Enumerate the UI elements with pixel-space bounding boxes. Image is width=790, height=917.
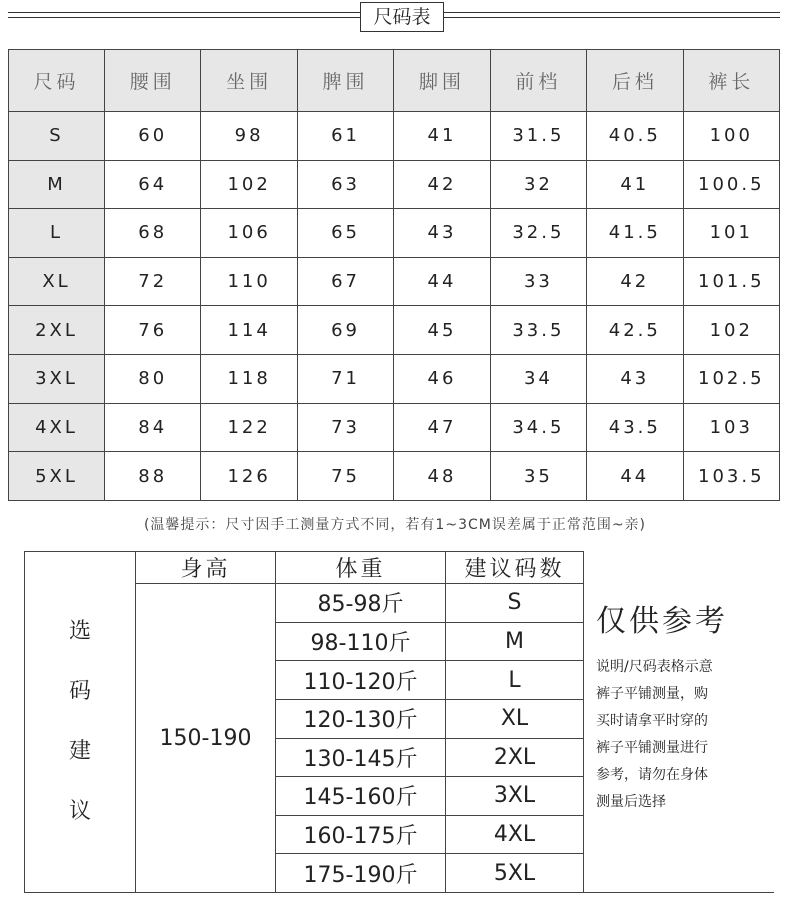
recommend-label-char: 建 bbox=[68, 739, 91, 764]
table-cell: 44 bbox=[587, 452, 683, 501]
reference-title: 仅供参考 bbox=[596, 603, 728, 639]
table-cell: 102 bbox=[201, 160, 297, 209]
recommend-label-cell bbox=[25, 552, 136, 893]
recommendation-header-row bbox=[25, 552, 774, 584]
table-row bbox=[9, 355, 780, 404]
size-cell: L bbox=[9, 209, 105, 258]
table-cell: 41.5 bbox=[587, 209, 683, 258]
table-cell: 102 bbox=[683, 306, 779, 355]
table-cell: 61 bbox=[297, 111, 393, 160]
weight-header: 体重 bbox=[276, 552, 446, 584]
table-cell: 126 bbox=[201, 452, 297, 501]
table-cell: 110 bbox=[201, 257, 297, 306]
table-cell: 98 bbox=[201, 111, 297, 160]
table-cell: 69 bbox=[297, 306, 393, 355]
header-cell: 脚围 bbox=[394, 50, 490, 112]
title-rule-right-bottom bbox=[444, 17, 780, 18]
title-rule-left-bottom bbox=[8, 17, 360, 18]
table-cell: 41 bbox=[394, 111, 490, 160]
reference-line: 裤子平铺测量进行 bbox=[596, 739, 708, 756]
table-row bbox=[9, 209, 780, 258]
table-cell: 46 bbox=[394, 355, 490, 404]
size-cell: XL bbox=[9, 257, 105, 306]
table-cell: 118 bbox=[201, 355, 297, 404]
header-cell: 尺码 bbox=[9, 50, 105, 112]
table-cell: 106 bbox=[201, 209, 297, 258]
header-cell: 裤长 bbox=[683, 50, 779, 112]
header-cell: 坐围 bbox=[201, 50, 297, 112]
weight-cell: 145-160斤 bbox=[276, 777, 446, 816]
reference-line: 买时请拿平时穿的 bbox=[596, 712, 708, 729]
recommended-size-cell: 3XL bbox=[446, 777, 584, 816]
table-cell: 101 bbox=[683, 209, 779, 258]
table-cell: 100 bbox=[683, 111, 779, 160]
table-cell: 101.5 bbox=[683, 257, 779, 306]
table-cell: 72 bbox=[105, 257, 201, 306]
weight-cell: 98-110斤 bbox=[276, 622, 446, 661]
table-cell: 42.5 bbox=[587, 306, 683, 355]
table-cell: 34 bbox=[490, 355, 586, 404]
table-cell: 84 bbox=[105, 403, 201, 452]
title-rule-right-top bbox=[444, 12, 780, 13]
recommended-size-cell: S bbox=[446, 584, 584, 623]
table-cell: 73 bbox=[297, 403, 393, 452]
recommend-label-char: 选 bbox=[68, 619, 91, 644]
table-row bbox=[9, 403, 780, 452]
recommend-label-char: 议 bbox=[68, 799, 91, 824]
table-row bbox=[9, 306, 780, 355]
measurement-note: (温馨提示：尺寸因手工测量方式不同，若有1~3CM误差属于正常范围~亲) bbox=[143, 517, 647, 533]
header-cell: 腰围 bbox=[105, 50, 201, 112]
recommend-label-char: 码 bbox=[68, 679, 91, 704]
header-cell: 前档 bbox=[490, 50, 586, 112]
table-cell: 76 bbox=[105, 306, 201, 355]
size-recommendation-table bbox=[24, 551, 774, 893]
table-cell: 45 bbox=[394, 306, 490, 355]
header-cell: 脾围 bbox=[297, 50, 393, 112]
table-cell: 65 bbox=[297, 209, 393, 258]
reference-text bbox=[596, 654, 768, 816]
table-row bbox=[9, 160, 780, 209]
table-cell: 63 bbox=[297, 160, 393, 209]
page-title: 尺码表 bbox=[360, 2, 444, 32]
table-cell: 102.5 bbox=[683, 355, 779, 404]
size-chart-header-row bbox=[9, 50, 780, 112]
weight-cell: 160-175斤 bbox=[276, 815, 446, 854]
table-cell: 47 bbox=[394, 403, 490, 452]
title-rule-left-top bbox=[8, 12, 360, 13]
weight-cell: 175-190斤 bbox=[276, 854, 446, 893]
table-cell: 88 bbox=[105, 452, 201, 501]
table-cell: 71 bbox=[297, 355, 393, 404]
size-cell: 3XL bbox=[9, 355, 105, 404]
header-cell: 后档 bbox=[587, 50, 683, 112]
size-chart-table bbox=[8, 49, 780, 501]
reference-note-cell bbox=[584, 552, 774, 893]
table-cell: 100.5 bbox=[683, 160, 779, 209]
table-cell: 41 bbox=[587, 160, 683, 209]
recommended-size-cell: L bbox=[446, 661, 584, 700]
table-cell: 64 bbox=[105, 160, 201, 209]
reference-line: 测量后选择 bbox=[596, 793, 666, 810]
title-bar bbox=[0, 0, 790, 36]
table-cell: 42 bbox=[394, 160, 490, 209]
weight-cell: 85-98斤 bbox=[276, 584, 446, 623]
table-cell: 33 bbox=[490, 257, 586, 306]
table-row bbox=[9, 257, 780, 306]
table-cell: 31.5 bbox=[490, 111, 586, 160]
weight-cell: 120-130斤 bbox=[276, 699, 446, 738]
weight-cell: 110-120斤 bbox=[276, 661, 446, 700]
weight-cell: 130-145斤 bbox=[276, 738, 446, 777]
table-row bbox=[9, 452, 780, 501]
table-cell: 43 bbox=[394, 209, 490, 258]
size-cell: M bbox=[9, 160, 105, 209]
reference-line: 说明/尺码表格示意 bbox=[596, 658, 713, 675]
recommended-size-cell: 4XL bbox=[446, 815, 584, 854]
size-cell: 2XL bbox=[9, 306, 105, 355]
table-cell: 60 bbox=[105, 111, 201, 160]
table-cell: 35 bbox=[490, 452, 586, 501]
table-cell: 103 bbox=[683, 403, 779, 452]
recommended-size-cell: 5XL bbox=[446, 854, 584, 893]
table-cell: 40.5 bbox=[587, 111, 683, 160]
table-cell: 32 bbox=[490, 160, 586, 209]
recommended-size-cell: M bbox=[446, 622, 584, 661]
reference-line: 参考，请勿在身体 bbox=[596, 766, 708, 783]
height-range-cell: 150-190 bbox=[136, 584, 276, 893]
size-header: 建议码数 bbox=[446, 552, 584, 584]
table-row bbox=[9, 111, 780, 160]
size-cell: S bbox=[9, 111, 105, 160]
table-cell: 80 bbox=[105, 355, 201, 404]
recommended-size-cell: XL bbox=[446, 699, 584, 738]
table-cell: 32.5 bbox=[490, 209, 586, 258]
table-cell: 44 bbox=[394, 257, 490, 306]
table-cell: 43.5 bbox=[587, 403, 683, 452]
height-header: 身高 bbox=[136, 552, 276, 584]
size-cell: 4XL bbox=[9, 403, 105, 452]
reference-line: 裤子平铺测量，购 bbox=[596, 685, 708, 702]
table-cell: 33.5 bbox=[490, 306, 586, 355]
table-cell: 67 bbox=[297, 257, 393, 306]
table-cell: 103.5 bbox=[683, 452, 779, 501]
table-cell: 122 bbox=[201, 403, 297, 452]
recommended-size-cell: 2XL bbox=[446, 738, 584, 777]
table-cell: 114 bbox=[201, 306, 297, 355]
table-cell: 34.5 bbox=[490, 403, 586, 452]
size-cell: 5XL bbox=[9, 452, 105, 501]
table-cell: 43 bbox=[587, 355, 683, 404]
table-cell: 48 bbox=[394, 452, 490, 501]
table-cell: 68 bbox=[105, 209, 201, 258]
table-cell: 75 bbox=[297, 452, 393, 501]
table-cell: 42 bbox=[587, 257, 683, 306]
